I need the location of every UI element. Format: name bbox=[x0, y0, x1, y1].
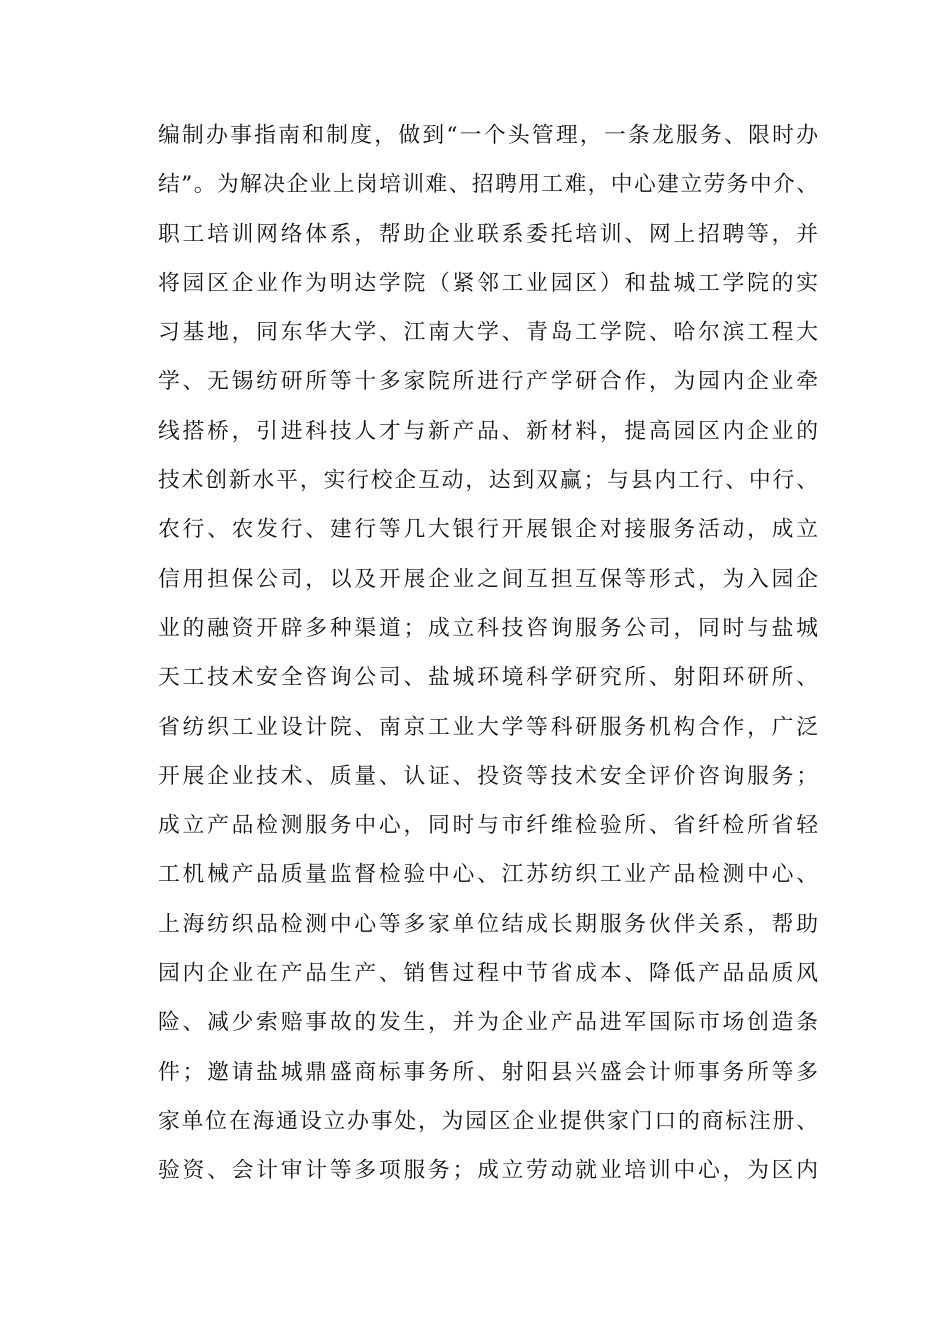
text-line-6: 学、无锡纺研所等十多家院所进行产学研合作，为园内企业牵 bbox=[158, 369, 818, 395]
text-line-11: 业的融资开辟多种渠道；成立科技咨询服务公司，同时与盐城 bbox=[158, 615, 818, 641]
text-line-1: 编制办事指南和制度，做到“一个头管理，一条龙服务、限时办 bbox=[158, 123, 818, 148]
text-line-3: 职工培训网络体系，帮助企业联系委托培训、网上招聘等，并 bbox=[158, 221, 818, 247]
text-line-22: 验资、会计审计等多项服务；成立劳动就业培训中心，为区内 bbox=[158, 1158, 818, 1184]
text-line-12: 天工技术安全咨询公司、盐城环境科学研究所、射阳环研所、 bbox=[158, 665, 818, 691]
text-line-19: 险、减少索赔事故的发生，并为企业产品进军国际市场创造条 bbox=[158, 1010, 818, 1036]
text-line-8: 技术创新水平，实行校企互动，达到双赢；与县内工行、中行、 bbox=[158, 468, 818, 494]
text-line-20: 件；邀请盐城鼎盛商标事务所、射阳县兴盛会计师事务所等多 bbox=[158, 1059, 818, 1085]
text-line-15: 成立产品检测服务中心，同时与市纤维检验所、省纤检所省轻 bbox=[158, 813, 818, 839]
text-line-4: 将园区企业作为明达学院（紧邻工业园区）和盐城工学院的实 bbox=[158, 270, 818, 296]
body-text bbox=[158, 111, 818, 1196]
text-line-16: 工机械产品质量监督检验中心、江苏纺织工业产品检测中心、 bbox=[158, 862, 818, 888]
text-line-10: 信用担保公司，以及开展企业之间互担互保等形式，为入园企 bbox=[158, 566, 818, 592]
text-line-17: 上海纺织品检测中心等多家单位结成长期服务伙伴关系，帮助 bbox=[158, 911, 818, 937]
text-line-5: 习基地，同东华大学、江南大学、青岛工学院、哈尔滨工程大 bbox=[158, 320, 818, 346]
text-line-14: 开展企业技术、质量、认证、投资等技术安全评价咨询服务； bbox=[158, 763, 818, 789]
text-line-18: 园内企业在产品生产、销售过程中节省成本、降低产品品质风 bbox=[158, 961, 818, 987]
text-line-9: 农行、农发行、建行等几大银行开展银企对接服务活动，成立 bbox=[158, 517, 818, 543]
text-line-2: 结”。为解决企业上岗培训难、招聘用工难，中心建立劳务中介、 bbox=[158, 172, 818, 198]
text-line-13: 省纺织工业设计院、南京工业大学等科研服务机构合作，广泛 bbox=[158, 714, 818, 740]
text-line-7: 线搭桥，引进科技人才与新产品、新材料，提高园区内企业的 bbox=[158, 418, 818, 444]
text-line-21: 家单位在海通设立办事处，为园区企业提供家门口的商标注册、 bbox=[158, 1108, 818, 1134]
